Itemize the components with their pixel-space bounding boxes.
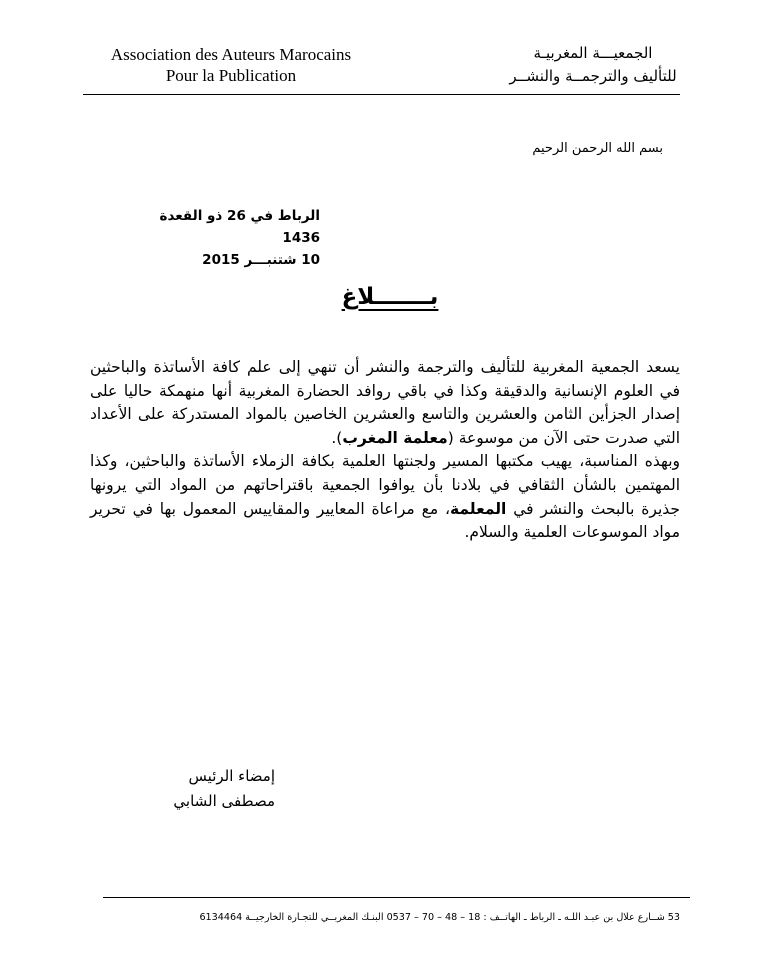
document-title: بـــــــلاغ [341,284,439,310]
encyclopedia-name: معلمة المغرب [342,428,448,447]
hijri-date: الرباط في 26 ذو القعدة 1436 [159,208,320,246]
gregorian-date: 10 شتنبـــر 2015 [202,252,320,268]
basmala: بسم الله الرحمن الرحيم [532,141,663,156]
french-letterhead-line2: Pour la Publication [165,66,297,85]
paragraph-1 [90,356,680,450]
encyclopedia-short-name: المعلمة [449,499,507,518]
signatory-name: مصطفى الشابي [173,792,275,810]
signature-title: إمضاء الرئيس [188,767,275,785]
arabic-letterhead-line2: للتأليف والترجمــة والنشــر [509,67,677,85]
date-block [140,205,320,271]
french-letterhead [100,44,362,86]
footer-contact: 53 شــارع علال بن عبـد اللـه ـ الرباط ـ الهاتــف : 18 – 48 – 70 – 0537 البنـك المغربــي للتجـارة الخارجيــة 6134464 [199,912,680,923]
paragraph-2-end: ، مع مراعاة المعايير والمقاييس المعمول بها في تحرير مواد الموسوعات العلمية والسلام. [90,499,680,542]
paragraph-1-text: يسعد الجمعية المغربية للتأليف والترجمة والنشر أن تنهي إلى علم كافة الأساتذة والباحثين في العلوم الإنسانية والدقيقة وكذا في باقي روافد الحضارة المغربية أنها منهمكة حاليا على إصدار الجزأين الثامن والعشرين والتاسع والعشرين الخاصين بالمواد المستدركة على الأعداد التي صدرت حتى الآن من موسوعة ( [90,358,680,447]
arabic-letterhead-line1: الجمعيـــة المغربيـة [533,44,653,62]
communique-body [90,356,680,545]
paragraph-1-end: ). [331,428,343,447]
french-letterhead-line1: Association des Auteurs Marocains [110,45,352,64]
arabic-letterhead [498,42,688,88]
header-divider [83,94,680,95]
signature-block [150,764,275,814]
paragraph-2-text: وبهذه المناسبة، يهيب مكتبها المسير ولجنتها العلمية بكافة الزملاء الأساتذة والباحثين، وكذا المهتمين بالشأن الثقافي في بلادنا بأن يوافوا الجمعية باقتراحاتهم من المواد التي يرونها جذيرة بالبحث والنشر في [90,452,680,518]
paragraph-2 [90,450,680,544]
footer-divider [103,897,690,898]
